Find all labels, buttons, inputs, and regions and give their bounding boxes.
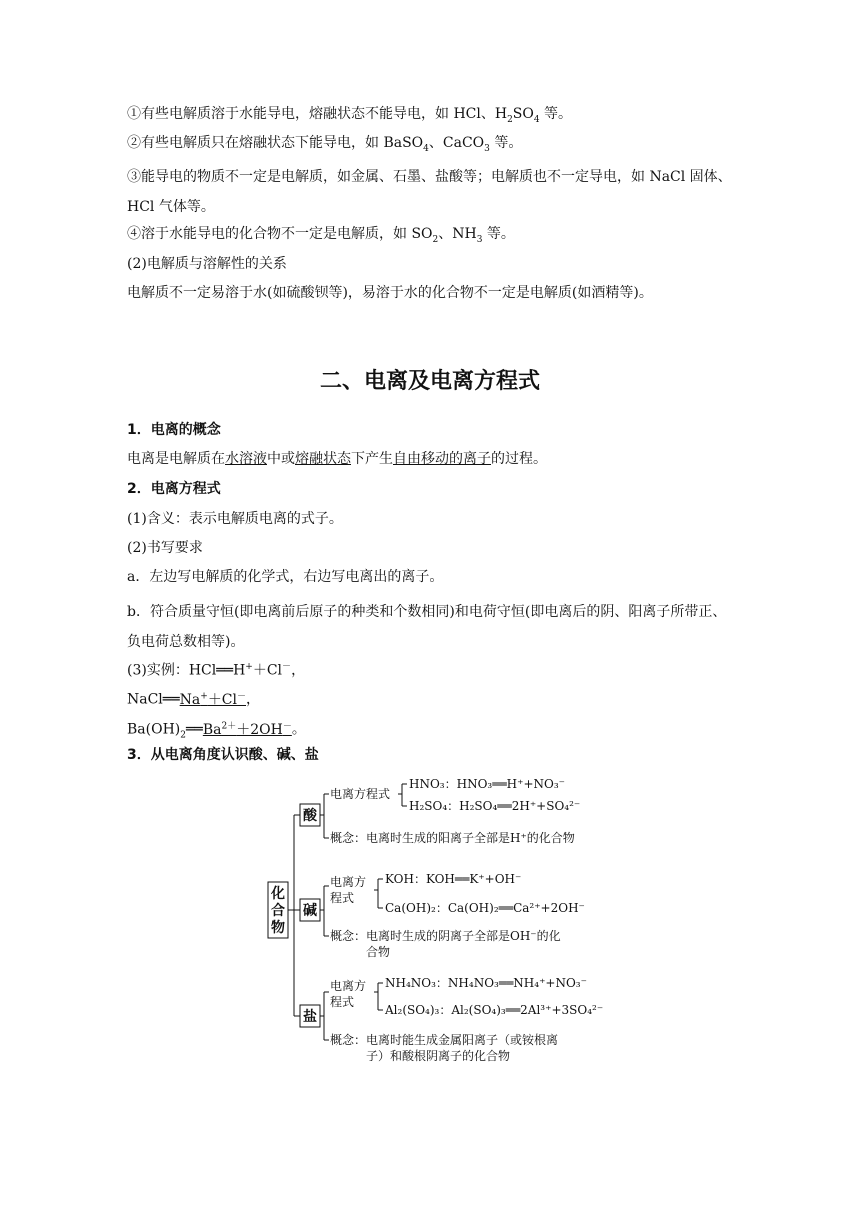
base-concept-2: 合物 xyxy=(366,945,391,959)
s1-text: 电离是电解质在水溶液中或熔融状态下产生自由移动的离子的过程。 xyxy=(127,451,547,467)
s3-title: 3．从电离角度认识酸、碱、盐 xyxy=(127,747,319,763)
base-eq-label-2: 程式 xyxy=(330,891,355,905)
s2-meaning: (1)含义：表示电解质电离的式子。 xyxy=(127,511,343,527)
note-2: ②有些电解质只在熔融状态下能导电，如 BaSO$_4$、CaCO$_3$ 等。 xyxy=(127,135,523,154)
base-concept-1: 概念：电离时生成的阴离子全部是OH⁻的化 xyxy=(330,929,561,943)
acid-eq-label: 电离方程式 xyxy=(330,787,391,801)
base-eq-label-1: 电离方 xyxy=(330,875,367,889)
example-nacl: NaCl══Na+＋Cl－， xyxy=(127,691,261,708)
base-eq-caoh2: Ca(OH)₂：Ca(OH)₂══Ca²⁺+2OH⁻ xyxy=(385,901,585,915)
salt-concept-2: 子）和酸根阴离子的化合物 xyxy=(366,1049,511,1063)
acid-eq-h2so4: H₂SO₄：H₂SO₄══2H⁺+SO₄²⁻ xyxy=(409,799,581,813)
example-baoh2: $Ba(OH)_2══Ba^{2+}+2OH^-$。 xyxy=(127,721,306,741)
note-1: ①有些电解质溶于水能导电，熔融状态不能导电，如 HCl、$H_2SO_4$ 等。 xyxy=(127,106,573,125)
solubility-text: 电解质不一定易溶于水(如硫酸钡等)，易溶于水的化合物不一定是电解质(如酒精等)。 xyxy=(127,285,653,301)
salt-eq-nh4no3: NH₄NO₃：NH₄NO₃══NH₄⁺+NO₃⁻ xyxy=(385,976,587,990)
base-label: 碱 xyxy=(303,903,317,919)
salt-label: 盐 xyxy=(303,1009,317,1025)
acid-label: 酸 xyxy=(303,808,317,824)
section-title: 二、电离及电离方程式 xyxy=(319,369,540,394)
root-char-3: 物 xyxy=(271,920,285,936)
salt-eq-label-2: 程式 xyxy=(330,995,355,1009)
s2-req-b: b．符合质量守恒(即电离前后原子的种类和个数相同)和电荷守恒(即电离后的阴、阳离子所带正、负电荷总数相等)。 xyxy=(127,604,727,650)
example-hcl: (3)实例：HCl══H+＋Cl－， xyxy=(127,662,306,679)
acid-eq-hno3: HNO₃：HNO₃══H⁺+NO₃⁻ xyxy=(409,777,566,791)
salt-concept-1: 概念：电离时能生成金属阳离子（或铵根离 xyxy=(330,1033,559,1047)
s2-title: 2．电离方程式 xyxy=(127,481,221,497)
base-eq-koh: KOH：KOH══K⁺+OH⁻ xyxy=(385,872,522,886)
salt-eq-label-1: 电离方 xyxy=(330,979,367,993)
s2-req-a: a．左边写电解质的化学式，右边写电离出的离子。 xyxy=(127,569,444,585)
note-4: ④溶于水能导电的化合物不一定是电解质，如 $SO_2$、$NH_3$ 等。 xyxy=(127,226,515,245)
s1-title: 1．电离的概念 xyxy=(127,422,221,438)
note-3: ③能导电的物质不一定是电解质，如金属、石墨、盐酸等；电解质也不一定导电，如 NaCl 固体、HCl 气体等。 xyxy=(127,169,732,215)
s2-requirements: (2)书写要求 xyxy=(127,540,203,556)
root-char-2: 合 xyxy=(271,903,285,919)
acid-concept: 概念：电离时生成的阳离子全部是H⁺的化合物 xyxy=(330,831,575,845)
salt-eq-al2so43: Al₂(SO₄)₃：Al₂(SO₄)₃══2Al³⁺+3SO₄²⁻ xyxy=(385,1003,604,1017)
sub-heading-solubility: (2)电解质与溶解性的关系 xyxy=(127,256,287,272)
root-char-1: 化 xyxy=(271,886,285,902)
